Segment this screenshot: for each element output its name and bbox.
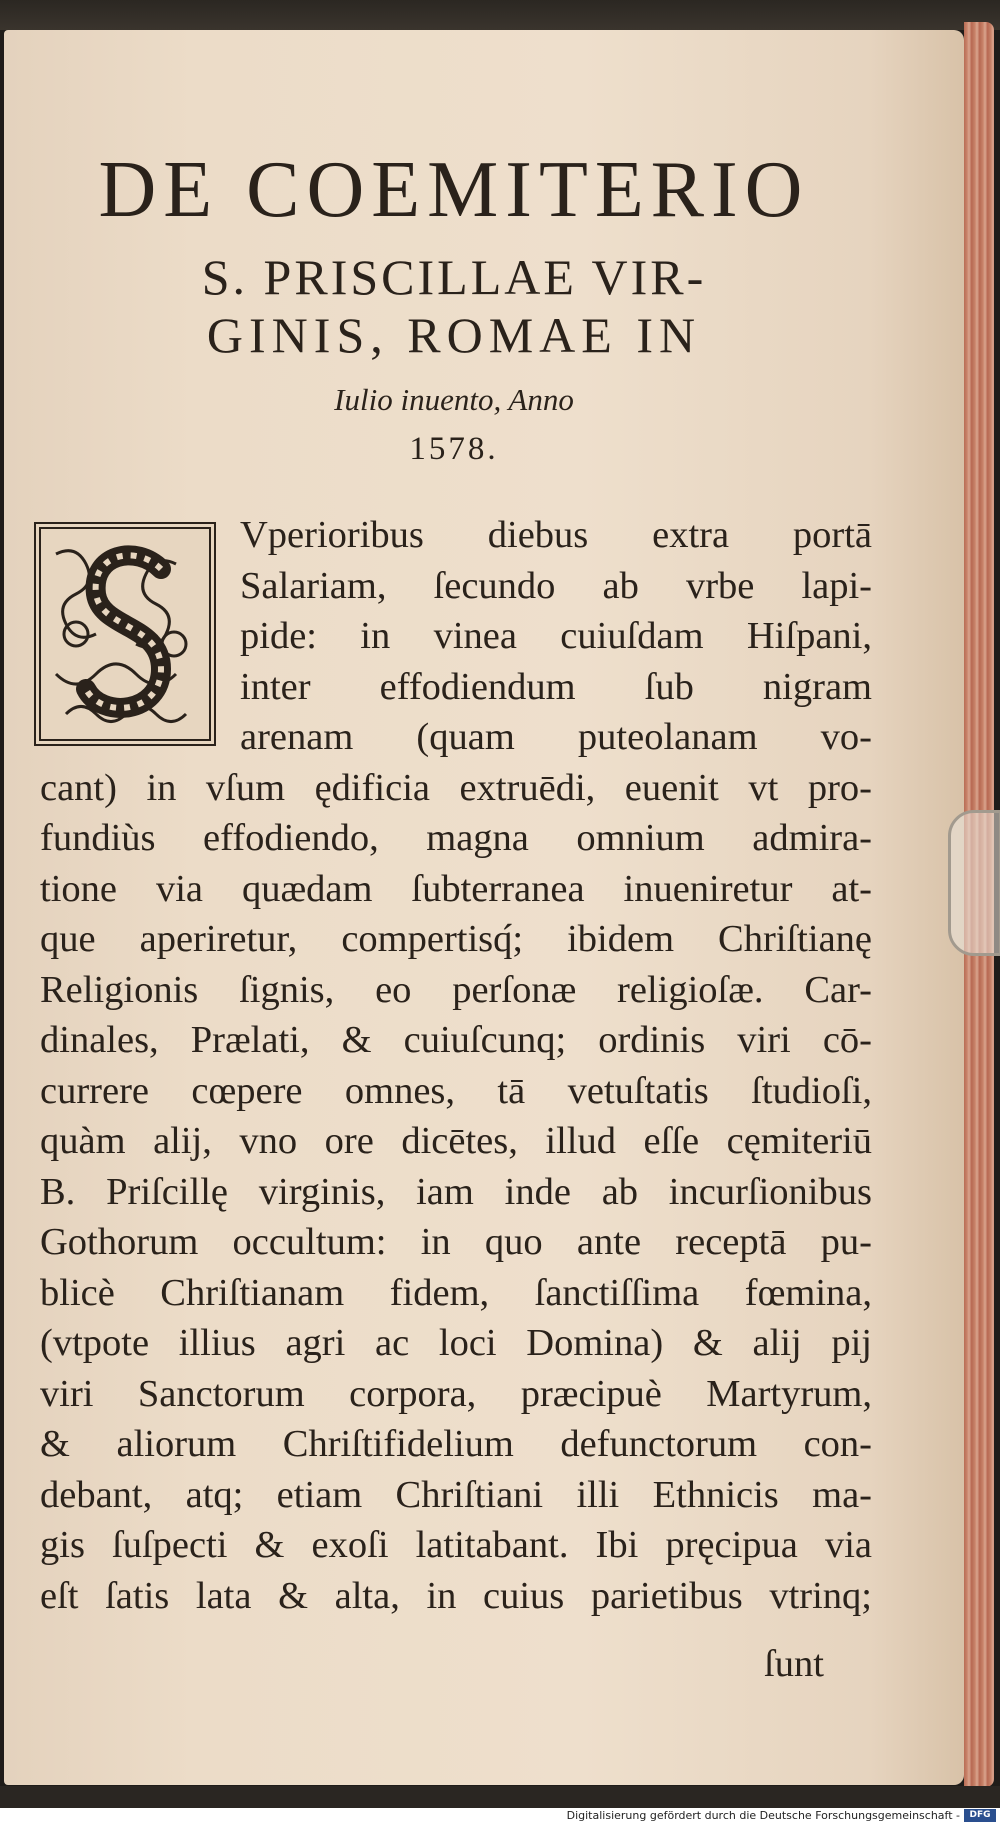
text-line: gis ſuſpecti & exoſi latitabant. Ibi pręcipua via [40, 1524, 872, 1566]
text-line: currere cœpere omnes, tā vetuſtatis ſtudioſi, [40, 1069, 872, 1112]
text-line: blicè Chriſtianam fidem, ſanctiſſima fœmina, [40, 1271, 872, 1314]
text-line: inter effodiendum ſub nigram [240, 665, 872, 708]
text-line: que aperiretur, compertisq́; ibidem Chriſtianę [40, 918, 872, 960]
text-line: debant, atq; etiam Chriſtiani illi Ethnicis ma- [40, 1473, 872, 1516]
text-line: tione via quædam ſubterranea inueniretur at- [40, 867, 872, 910]
title-year: 1578. [409, 431, 499, 467]
scan-bottom-edge [0, 1786, 1000, 1808]
dfg-logo-icon: DFG [964, 1809, 996, 1822]
catchword: ſunt [764, 1643, 824, 1685]
text-line: (vtpote illius agri ac loci Domina) & alij pij [40, 1322, 872, 1364]
text-line: Salariam, ſecundo ab vrbe lapi- [240, 564, 872, 607]
text-line: cant) in vſum ędificia extruēdi, euenit vt pro- [40, 766, 872, 809]
text-line: fundiùs effodiendo, magna omnium admira- [40, 817, 872, 859]
title-line-3: GINIS, ROMAE IN [206, 307, 702, 363]
digitization-credit: Digitalisierung gefördert durch die Deutsche Forschungsgemeinschaft - [566, 1809, 960, 1822]
page-clip [948, 810, 1000, 956]
text-line: B. Priſcillę virginis, iam inde ab incurſionibus [40, 1170, 872, 1213]
text-line: & aliorum Chriſtifidelium defunctorum con- [40, 1423, 872, 1465]
title-line-2: S. PRISCILLAE VIR- [201, 249, 707, 305]
text-line: arenam (quam puteolanam vo- [240, 716, 872, 758]
text-line: viri Sanctorum corpora, præcipuè Martyrum, [40, 1372, 872, 1415]
scan-top-edge [0, 0, 1000, 30]
text-line: Religionis ſignis, eo perſonæ religioſæ. Car- [40, 968, 872, 1011]
credit-bar [0, 1808, 1000, 1824]
book-page [4, 30, 964, 1785]
text-line: Vperioribus diebus extra portā [240, 514, 872, 556]
text-line: dinales, Prælati, & cuiuſcunq; ordinis viri cō- [40, 1019, 872, 1061]
title-line-1: DE COEMITERIO [98, 146, 810, 234]
text-line: eſt ſatis lata & alta, in cuius parietibus vtrinq; [40, 1574, 872, 1617]
body-text [40, 510, 872, 1621]
chapter-title [4, 142, 904, 470]
text-line: quàm alij, vno ore dicētes, illud eſſe cęmiteriū [40, 1120, 872, 1162]
text-line: Gothorum occultum: in quo ante receptā pu- [40, 1221, 872, 1263]
title-line-4: Iulio inuento, Anno [334, 382, 574, 417]
text-line: pide: in vinea cuiuſdam Hiſpani, [240, 615, 872, 657]
